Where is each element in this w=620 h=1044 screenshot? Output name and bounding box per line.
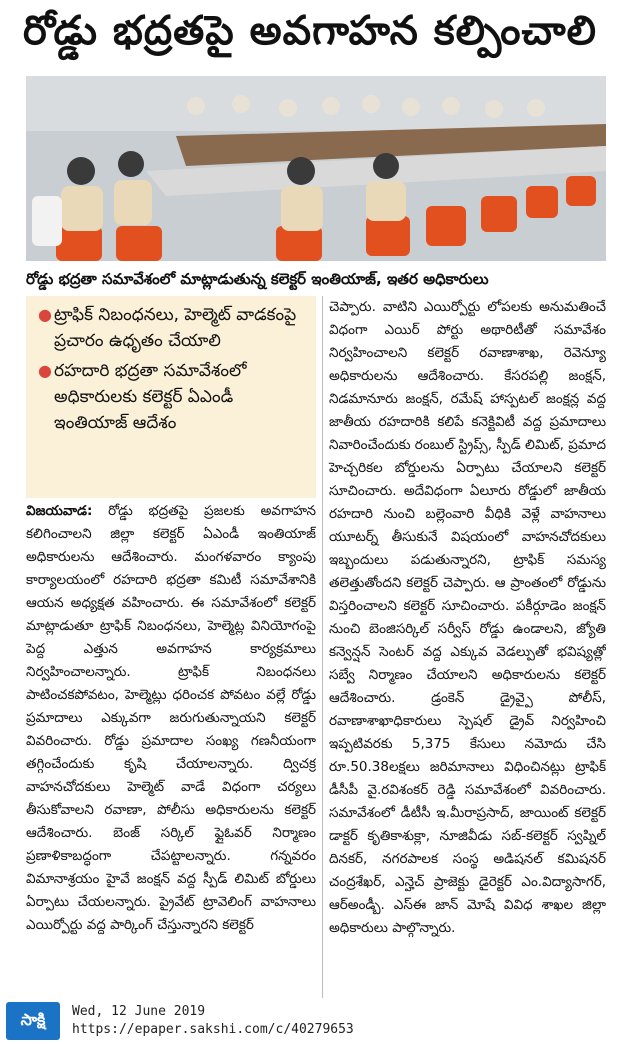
footer xyxy=(0,998,620,1044)
footer-date: Wed, 12 June 2019 xyxy=(72,1004,206,1019)
article-text-left: రోడ్డు భద్రతపై ప్రజలకు అవగాహన కలిగించాలని జిల్లా కలెక్టర్ ఏఎండీ ఇంతియాజ్ అధికారులను ఆదేశించారు. మంగళవారం క్యాంపు కార్యాలయంలో రహదారి భద్రతా కమిటీ సమావేశానికి ఆయన అధ్యక్షత వహించారు. ఈ సమావేశంలో కలెక్టర్ మాట్లాడుతూ ట్రాఫిక్ నిబంధనలు, హెల్మెట్ల వినియోగంపై పెద్ద ఎత్తున అవగాహన కార్యక్రమాలు నిర్వహించాలన్నారు. ట్రాఫిక్ నిబంధనలు పాటించకపోవటం, హెల్మెట్లు ధరించక పోవటం వల్లే రోడ్డు ప్రమాదాలు ఎక్కువగా జరుగుతున్నాయని కలెక్టర్ వివరించారు. రోడ్డు ప్రమాదాల సంఖ్య గణనీయంగా తగ్గించేందుకు కృషి చేయాలన్నారు. ద్విచక్ర వాహనచోదకులు హెల్మెట్ వాడే విధంగా చర్యలు తీసుకోవాలని రవాణా, పోలీసు అధికారులను కలెక్టర్ ఆదేశించారు. బెంజ్ సర్కిల్ ఫ్లైఓవర్ నిర్మాణం ప్రణాళికాబద్ధంగా చేపట్టాలన్నారు. గన్నవరం విమానాశ్రయం హైవే జంక్షన్ వద్ద స్పీడ్ లిమిట్ బోర్డులు ఏర్పాటు చేయలన్నారు. ప్రైవేట్ ట్రావెలింగ్ వాహనాలు ఎయిర్పోర్టు వద్ద పార్కింగ్ చేస్తున్నారని కలెక్టర్ xyxy=(26,503,316,933)
sakshi-logo xyxy=(6,1002,60,1040)
logo-text: సాక్షి xyxy=(20,1009,46,1029)
footer-url[interactable]: https://epaper.sakshi.com/c/40279653 xyxy=(72,1022,354,1037)
article-column-right xyxy=(322,296,606,998)
article-column-left xyxy=(26,500,316,998)
highlight-text: ట్రాఫిక్ నిబంధనలు, హెల్మెట్ వాడకంపై ప్రచారం ఉధృతం చేయాలి xyxy=(54,305,297,351)
highlights-box xyxy=(26,296,316,498)
highlight-text: రహదారి భద్రతా సమావేశంలో అధికారులకు కలెక్టర్ ఏఎండీ ఇంతియాజ్ ఆదేశం xyxy=(54,361,247,433)
article-text-right: చెప్పారు. వాటిని ఎయిర్పోర్టు లోపలకు అనుమతించే విధంగా ఎయిర్ పోర్టు అథారిటీతో సమావేశం నిర్వహించాలని కలెక్టర్ రవాణాశాఖ, రెవెన్యూ అధికారులను ఆదేశించారు. కేసరపల్లి జంక్షన్, నిడమానూరు జంక్షన్, రమేష్ హాస్పటల్ జంక్షన్ల వద్ద జాతీయ రహదారికి కలిపే కనెక్టివిటీ వద్ద ప్రమాదాలు నివారించేందుకు రంబుల్ స్ట్రిప్స్, స్పీడ్ లిమిట్, ప్రమాద హెచ్చరికల బోర్డులను ఏర్పాటు చేయాలని కలెక్టర్ సూచించారు. అదేవిధంగా ఏలూరు రోడ్డులో జాతీయ రహదారి నుంచి బల్లెంవారి వీధికి వెళ్లే వాహనాలు యూటర్న్ తీసుకునే విషయంలో వాహనచోదకులు ఇబ్బందులు పడుతున్నారని, ట్రాఫిక్ సమస్య తలెత్తుతోందని కలెక్టర్ చెప్పారు. ఆ ప్రాంతంలో రోడ్డును విస్తరించాలని కలెక్టర్ సూచించారు. పకీర్గూడెం జంక్షన్ నుంచి బెంజిసర్కిల్ సర్వీస్ రోడ్డు ఉండాలని, జ్యోతి కన్వెన్షన్ సెంటర్ వద్ద ఎక్కువ వెడల్పుతో భవిష్యత్లో సబ్వే నిర్మాణం చేయాలని అధికారులను కలెక్టర్ ఆదేశించారు. డ్రంకెన్ డ్రైవ్పై పోలీస్, రవాణాశాఖాధికారులు స్పెషల్ డ్రైవ్ నిర్వహించి ఇప్పటివరకు 5,375 కేసులు నమోదు చేసి రూ.50.38లక్షలు జరిమానాలు విధించినట్లు ట్రాఫిక్ డీసీపీ వై.రవిశంకర్ రెడ్డి సమావేశంలో వివరించారు. సమావేశంలో డీటీసీ ఇ.మీరాప్రసాద్, జాయింట్ కలెక్టర్ డాక్టర్ కృతికాశుక్లా, నూజివీడు సబ్-కలెక్టర్ స్వప్నిల్ దినకర్, నగరపాలక సంస్థ అడిషనల్ కమిషనర్ చంద్రశేఖర్, ఎన్హెచ్ ప్రాజెక్టు డైరెక్టర్ ఎం.విద్యాసాగర్, ఆర్అండ్బీ. ఎస్ఈ జాన్ మోషే వివిధ శాఖల జిల్లా అధికారులు పాల్గొన్నారు. xyxy=(329,299,606,936)
highlight-item xyxy=(38,358,306,436)
bullet-icon: ● xyxy=(38,361,52,380)
meeting-photo xyxy=(26,76,606,261)
highlight-item xyxy=(38,302,306,354)
bullet-icon: ● xyxy=(38,305,52,324)
photo-caption: రోడ్డు భద్రతా సమావేశంలో మాట్లాడుతున్న కలెక్టర్ ఇంతియాజ్, ఇతర అధికారులు xyxy=(26,270,489,288)
meeting-photo-illustration xyxy=(26,76,606,261)
headline: రోడ్డు భద్రతపై అవగాహన కల్పించాలి xyxy=(23,8,597,54)
dateline: విజయవాడ: xyxy=(26,503,93,519)
